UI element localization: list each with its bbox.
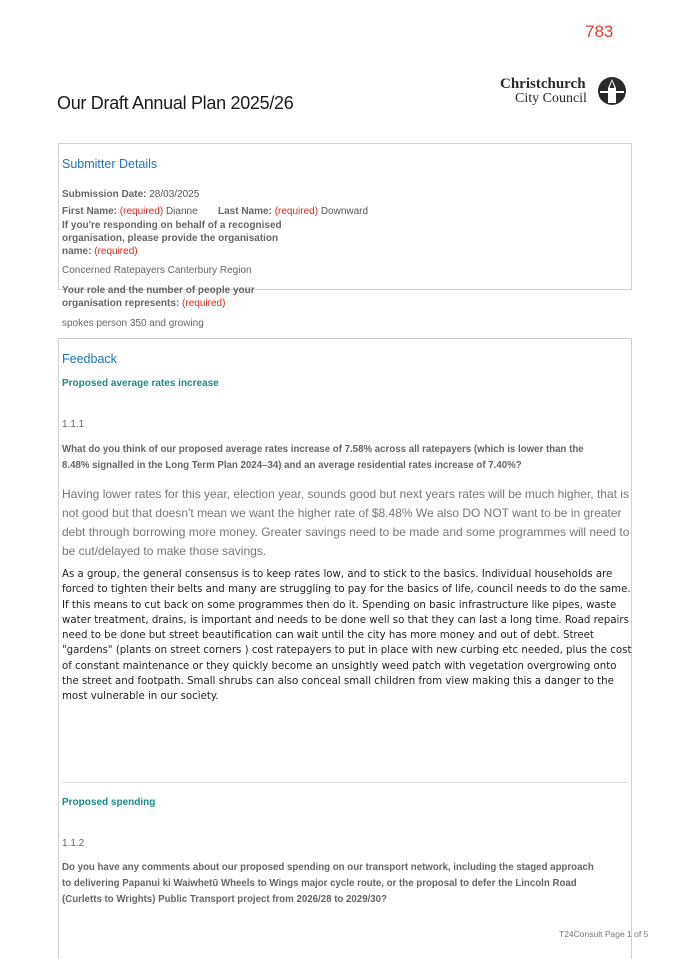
section-spending-title: Proposed spending [62, 797, 156, 808]
last-name-label: Last Name: [218, 206, 272, 217]
role-required: (required) [182, 298, 226, 309]
section-divider [62, 782, 628, 783]
org-label-line2: organisation, please provide the organisation [62, 233, 279, 244]
first-name-required: (required) [119, 206, 164, 217]
org-label [62, 219, 282, 258]
submitter-heading: Submitter Details [62, 157, 158, 171]
first-name-row [62, 205, 198, 218]
question-2-line2: to delivering Papanui ki Waiwhetū Wheels to Wings major cycle route, or the proposal to defer the Lincoln Road [62, 878, 577, 889]
org-value: Concerned Ratepayers Canterbury Region [62, 265, 252, 276]
question-number-2: 1.1.2 [62, 838, 85, 849]
first-name-value: Dianne [165, 206, 198, 217]
submission-date-row [62, 188, 199, 201]
question-2-line1: Do you have any comments about our proposed spending on our transport network, including the staged approach [62, 862, 594, 873]
page-footer: T24Consult Page 1 of 5 [559, 929, 649, 939]
role-label-line2: organisation represents: [62, 298, 180, 309]
last-name-required: (required) [274, 206, 319, 217]
question-2-line3: (Curletts to Wrights) Public Transport project from 2026/28 to 2029/30? [62, 894, 387, 905]
question-1 [62, 442, 632, 474]
question-2 [62, 860, 632, 908]
cathedral-logo-icon [597, 76, 627, 106]
answer-1-paragraph-2: As a group, the general consensus is to keep rates low, and to stick to the basics. Individual households are forced to tighten their belts and many are struggling to pay for the basics of life, council needs to do the same. If this means to cut back on some programmes then do it. Spending on basic infrastructure like pipes, waste water treatment, drains, is important and needs to be done well so that they can last a long time. Road repairs need to be done but street beautification can wait until the city has more money and out of debt. Street "gardens" (plants on street corners ) cost ratepayers to put in place with new curbing etc needed, plus the cost of constant maintenance or they quickly become an unsightly weed patch with vegetation overgrowing onto the street and footpath. Small shrubs can also conceal small children from view making this a danger to the most vulnerable in our society. [62, 569, 632, 703]
feedback-heading: Feedback [62, 352, 117, 366]
page-title: Our Draft Annual Plan 2025/26 [57, 93, 294, 113]
logo-line2: City Council [515, 91, 587, 106]
logo-line1: Christchurch [500, 76, 586, 92]
council-logo [500, 76, 630, 108]
role-value: spokes person 350 and growing [62, 318, 204, 329]
question-1-line2: 8.48% signalled in the Long Term Plan 2024–34) and an average residential rates increase of 7.40%? [62, 460, 522, 471]
role-label-line1: Your role and the number of people your [62, 285, 255, 296]
submission-date-label: Submission Date: [62, 189, 147, 200]
org-label-line1: If you're responding on behalf of a recognised [62, 220, 282, 231]
submission-date: 28/03/2025 [149, 189, 200, 200]
question-number-1: 1.1.1 [62, 419, 85, 430]
org-required: (required) [94, 246, 138, 257]
section-rates-title: Proposed average rates increase [62, 378, 219, 389]
question-1-line1: What do you think of our proposed average rates increase of 7.58% across all ratepayers (which is lower than the [62, 444, 584, 455]
last-name-row [218, 205, 368, 218]
org-label-line3: name: [62, 246, 92, 257]
first-name-label: First Name: [62, 206, 118, 217]
answer-1-paragraph-1: Having lower rates for this year, election year, sounds good but next years rates will be much higher, that is not good but that doesn't mean we want the higher rate of $8.48% We also DO NOT want to be in greater debt through borrowing more money. Greater savings need to be made and some programmes will need to be cut/delayed to make those savings. [62, 487, 630, 558]
page-number: 783 [585, 22, 614, 41]
role-label [62, 284, 255, 310]
last-name-value: Downward [320, 206, 369, 217]
